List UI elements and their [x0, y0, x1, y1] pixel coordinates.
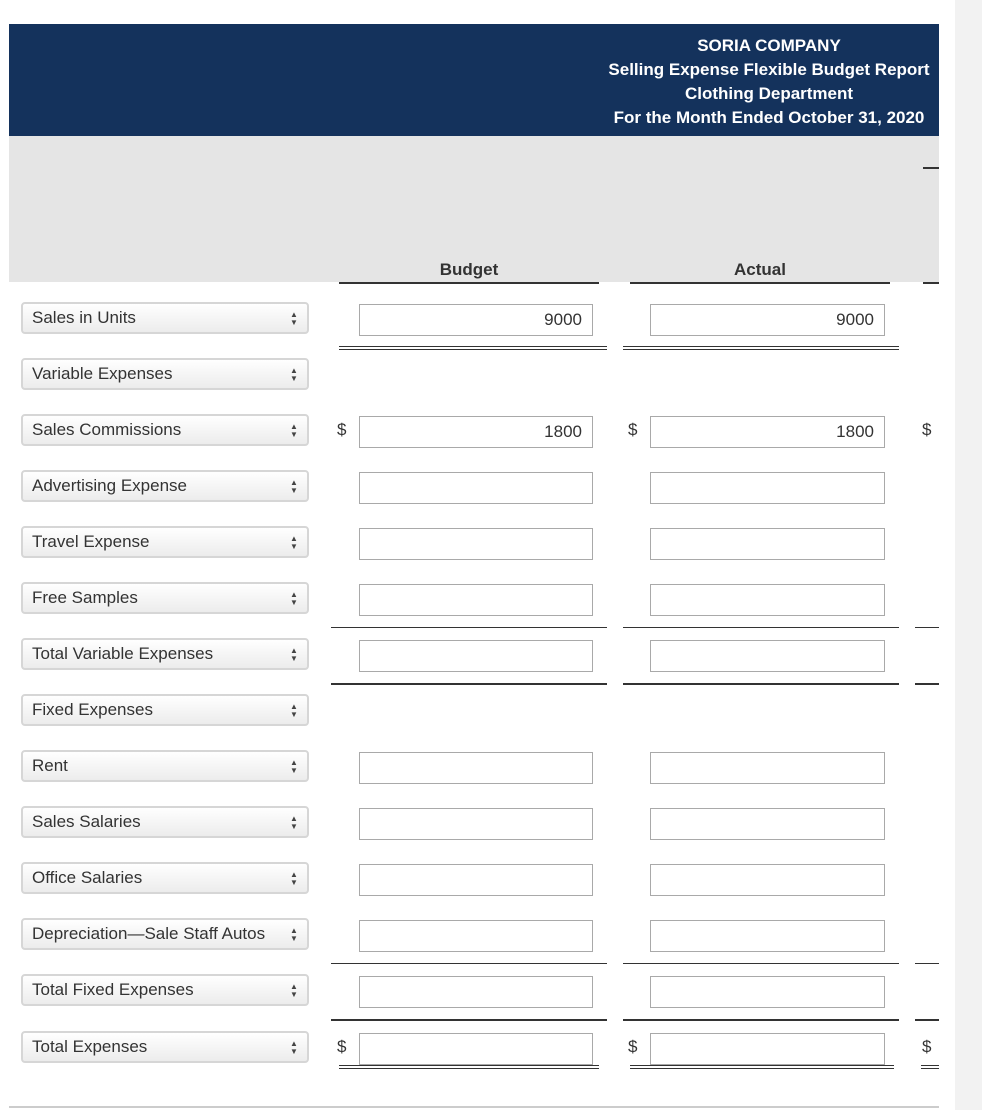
- row-fixed-expenses: [9, 694, 939, 730]
- account-select-label: Travel Expense: [32, 532, 150, 551]
- dollar-sign-difference: $: [922, 1037, 932, 1056]
- budget-input-sales-salaries[interactable]: [359, 808, 593, 840]
- bottom-divider: [9, 1106, 939, 1108]
- actual-input-sales-in-units[interactable]: 9000: [650, 304, 885, 336]
- account-select-fixed-expenses[interactable]: [21, 694, 309, 726]
- actual-column-header: Actual: [734, 260, 786, 279]
- row-sales-in-units: [9, 302, 939, 338]
- double-rule-actual-total-top: [630, 1065, 894, 1066]
- subtotal-rule-actual-fixed: [623, 963, 899, 964]
- account-select-label: Free Samples: [32, 588, 138, 607]
- account-select-depreciation-sale-staff-autos[interactable]: [21, 918, 309, 950]
- row-variable-expenses: [9, 358, 939, 394]
- row-rent: [9, 750, 939, 786]
- budget-input-depreciation-sale-staff-autos[interactable]: [359, 920, 593, 952]
- select-arrows-icon: ▲ ▼: [290, 982, 298, 999]
- select-arrows-icon: ▲ ▼: [290, 1039, 298, 1056]
- select-arrows-icon: ▲ ▼: [290, 590, 298, 607]
- double-rule-budget-total-bottom: [339, 1068, 599, 1069]
- row-depreciation-sale-staff-autos: [9, 918, 939, 954]
- account-select-sales-salaries[interactable]: [21, 806, 309, 838]
- account-select-label: Advertising Expense: [32, 476, 187, 495]
- select-arrows-icon: ▲ ▼: [290, 478, 298, 495]
- account-select-rent[interactable]: [21, 750, 309, 782]
- account-select-label: Rent: [32, 756, 68, 775]
- actual-input-advertising-expense[interactable]: [650, 472, 885, 504]
- account-select-free-samples[interactable]: [21, 582, 309, 614]
- account-select-total-fixed-expenses[interactable]: [21, 974, 309, 1006]
- account-select-total-variable-expenses[interactable]: [21, 638, 309, 670]
- account-select-label: Total Fixed Expenses: [32, 980, 194, 999]
- account-select-label: Sales in Units: [32, 308, 136, 327]
- select-arrows-icon: ▲ ▼: [290, 870, 298, 887]
- row-office-salaries: [9, 862, 939, 898]
- subtotal-rule-difference-fixed: [915, 963, 939, 964]
- total-rule-difference-fixed: [915, 1019, 939, 1021]
- actual-input-travel-expense[interactable]: [650, 528, 885, 560]
- department-name: Clothing Department: [684, 84, 854, 103]
- dollar-sign-actual: $: [628, 420, 638, 439]
- budget-input-total-expenses[interactable]: [359, 1033, 593, 1065]
- row-total-expenses: [9, 1031, 939, 1067]
- account-select-label: Depreciation—Sale Staff Autos: [32, 924, 266, 943]
- actual-input-total-variable-expenses[interactable]: [650, 640, 885, 672]
- double-rule-actual-total-bottom: [630, 1068, 894, 1069]
- double-rule-budget-units-top: [339, 346, 607, 347]
- row-total-fixed-expenses: [9, 974, 939, 1010]
- select-arrows-icon: ▲ ▼: [290, 646, 298, 663]
- row-travel-expense: [9, 526, 939, 562]
- actual-input-depreciation-sale-staff-autos[interactable]: [650, 920, 885, 952]
- double-rule-difference-total-top: [921, 1065, 939, 1066]
- account-select-sales-commissions[interactable]: [21, 414, 309, 446]
- total-rule-actual-fixed: [623, 1019, 899, 1021]
- select-arrows-icon: ▲ ▼: [290, 366, 298, 383]
- account-select-sales-in-units[interactable]: [21, 302, 309, 334]
- budget-header-underline: [339, 282, 599, 284]
- company-name: SORIA COMPANY: [697, 36, 841, 55]
- account-select-label: Total Expenses: [32, 1037, 148, 1056]
- select-arrows-icon: ▲ ▼: [290, 814, 298, 831]
- actual-input-sales-salaries[interactable]: [650, 808, 885, 840]
- budget-input-free-samples[interactable]: [359, 584, 593, 616]
- account-select-label: Sales Commissions: [32, 420, 182, 439]
- row-sales-salaries: [9, 806, 939, 842]
- double-rule-budget-total-top: [339, 1065, 599, 1066]
- report-header: [9, 24, 939, 136]
- dollar-sign-actual: $: [628, 1037, 638, 1056]
- account-select-label: Sales Salaries: [32, 812, 141, 831]
- double-rule-actual-units-top: [623, 346, 899, 347]
- budget-input-total-variable-expenses[interactable]: [359, 640, 593, 672]
- row-sales-commissions: [9, 414, 939, 450]
- account-select-label: Variable Expenses: [32, 364, 173, 383]
- report-title: Selling Expense Flexible Budget Report: [608, 60, 930, 79]
- select-arrows-icon: ▲ ▼: [290, 702, 298, 719]
- budget-column-header: Budget: [439, 260, 499, 279]
- double-rule-budget-units-bottom: [339, 349, 607, 350]
- account-select-office-salaries[interactable]: [21, 862, 309, 894]
- account-select-advertising-expense[interactable]: [21, 470, 309, 502]
- budget-input-sales-commissions[interactable]: 1800: [359, 416, 593, 448]
- select-arrows-icon: ▲ ▼: [290, 422, 298, 439]
- difference-header-underline: [923, 282, 939, 284]
- difference-header-topline: [923, 167, 939, 169]
- account-select-travel-expense[interactable]: [21, 526, 309, 558]
- account-select-label: Office Salaries: [32, 868, 143, 887]
- budget-input-rent[interactable]: [359, 752, 593, 784]
- flexible-budget-report: [9, 24, 939, 1110]
- actual-input-sales-commissions[interactable]: 1800: [650, 416, 885, 448]
- actual-input-total-fixed-expenses[interactable]: [650, 976, 885, 1008]
- budget-input-travel-expense[interactable]: [359, 528, 593, 560]
- double-rule-difference-total-bottom: [921, 1068, 939, 1069]
- actual-input-total-expenses[interactable]: [650, 1033, 885, 1065]
- select-arrows-icon: ▲ ▼: [290, 310, 298, 327]
- actual-header-underline: [630, 282, 890, 284]
- row-total-variable-expenses: [9, 638, 939, 674]
- actual-input-free-samples[interactable]: [650, 584, 885, 616]
- account-select-variable-expenses[interactable]: [21, 358, 309, 390]
- report-period: For the Month Ended October 31, 2020: [613, 108, 925, 127]
- budget-input-office-salaries[interactable]: [359, 864, 593, 896]
- total-rule-budget-fixed: [331, 1019, 607, 1021]
- actual-input-rent[interactable]: [650, 752, 885, 784]
- budget-input-total-fixed-expenses[interactable]: [359, 976, 593, 1008]
- total-rule-difference-variable: [915, 683, 939, 685]
- account-select-total-expenses[interactable]: [21, 1031, 309, 1063]
- subtotal-rule-difference-variable: [915, 627, 939, 628]
- budget-input-advertising-expense[interactable]: [359, 472, 593, 504]
- select-arrows-icon: ▲ ▼: [290, 926, 298, 943]
- row-free-samples: [9, 582, 939, 618]
- budget-input-sales-in-units[interactable]: 9000: [359, 304, 593, 336]
- dollar-sign-budget: $: [337, 1037, 347, 1056]
- double-rule-actual-units-bottom: [623, 349, 899, 350]
- dollar-sign-difference: $: [922, 420, 932, 439]
- select-arrows-icon: ▲ ▼: [290, 534, 298, 551]
- select-arrows-icon: ▲ ▼: [290, 758, 298, 775]
- subtotal-rule-actual-variable: [623, 627, 899, 628]
- report-header-text: [593, 34, 939, 130]
- subtotal-rule-budget-variable: [331, 627, 607, 628]
- actual-input-office-salaries[interactable]: [650, 864, 885, 896]
- account-select-label: Fixed Expenses: [32, 700, 153, 719]
- total-rule-actual-variable: [623, 683, 899, 685]
- right-scroll-gutter: [955, 0, 982, 1110]
- dollar-sign-budget: $: [337, 420, 347, 439]
- subtotal-rule-budget-fixed: [331, 963, 607, 964]
- row-advertising-expense: [9, 470, 939, 506]
- account-select-label: Total Variable Expenses: [32, 644, 214, 663]
- total-rule-budget-variable: [331, 683, 607, 685]
